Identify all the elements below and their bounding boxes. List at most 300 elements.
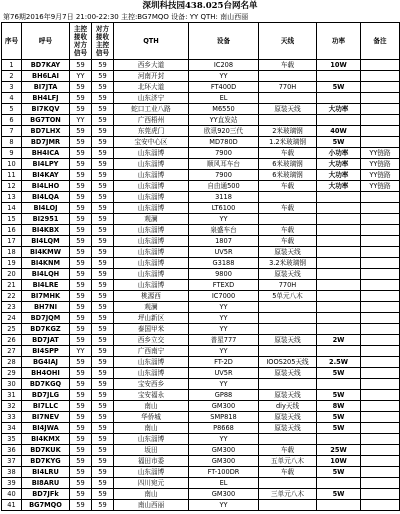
main-signal-cell: 59: [70, 412, 92, 423]
power-cell: 8W: [317, 401, 361, 412]
antenna-cell: 车载: [259, 181, 317, 192]
row-number: 32: [2, 401, 22, 412]
table-row: [2, 170, 400, 181]
peer-signal-cell: 59: [92, 148, 114, 159]
peer-signal-cell: 59: [92, 82, 114, 93]
callsign-cell: BG4IAJ: [22, 357, 70, 368]
power-cell: 5W: [317, 390, 361, 401]
equipment-cell: YY: [189, 500, 259, 511]
row-number: 21: [2, 280, 22, 291]
antenna-cell: 车载: [259, 148, 317, 159]
remark-cell: [361, 478, 400, 489]
callsign-cell: BI4LPY: [22, 159, 70, 170]
equipment-cell: UV5R: [189, 247, 259, 258]
col-header-callsign: 呼号: [22, 23, 70, 60]
row-number: 41: [2, 500, 22, 511]
power-cell: [317, 379, 361, 390]
peer-signal-cell: 59: [92, 313, 114, 324]
qth-cell: 山东淄博: [114, 357, 189, 368]
peer-signal-cell: 59: [92, 115, 114, 126]
antenna-cell: IOOS205天线: [259, 357, 317, 368]
equipment-cell: 自由通500: [189, 181, 259, 192]
equipment-cell: FT-100DR: [189, 467, 259, 478]
equipment-cell: EL: [189, 93, 259, 104]
equipment-cell: FT-2D: [189, 357, 259, 368]
peer-signal-cell: 59: [92, 247, 114, 258]
table-row: [2, 159, 400, 170]
power-cell: 5W: [317, 137, 361, 148]
peer-signal-cell: 59: [92, 60, 114, 71]
row-number: 28: [2, 357, 22, 368]
power-cell: 10W: [317, 456, 361, 467]
power-cell: [317, 500, 361, 511]
antenna-cell: 五单元八木: [259, 456, 317, 467]
power-cell: [317, 313, 361, 324]
row-number: 8: [2, 137, 22, 148]
table-row: [2, 225, 400, 236]
row-number: 33: [2, 412, 22, 423]
table-row: [2, 269, 400, 280]
qth-cell: 泰国甲米: [114, 324, 189, 335]
power-cell: 10W: [317, 60, 361, 71]
row-number: 38: [2, 467, 22, 478]
qth-cell: 南山: [114, 423, 189, 434]
power-cell: [317, 302, 361, 313]
row-number: 5: [2, 104, 22, 115]
main-signal-cell: 59: [70, 214, 92, 225]
main-signal-cell: 59: [70, 137, 92, 148]
callsign-cell: BH6LAI: [22, 71, 70, 82]
power-cell: 2.5W: [317, 357, 361, 368]
equipment-cell: YY: [189, 313, 259, 324]
antenna-cell: 1.2米玻璃钢: [259, 137, 317, 148]
main-signal-cell: 59: [70, 445, 92, 456]
antenna-cell: [259, 214, 317, 225]
equipment-cell: YY: [189, 346, 259, 357]
remark-cell: [361, 269, 400, 280]
qth-cell: 山东淄博: [114, 192, 189, 203]
qth-cell: 山东淄博: [114, 258, 189, 269]
qth-cell: 山东淄博: [114, 368, 189, 379]
peer-signal-cell: 59: [92, 93, 114, 104]
equipment-cell: FT400D: [189, 82, 259, 93]
qth-cell: 北环大道: [114, 82, 189, 93]
remark-cell: [361, 93, 400, 104]
main-signal-cell: 59: [70, 379, 92, 390]
peer-signal-cell: 59: [92, 379, 114, 390]
row-number: 16: [2, 225, 22, 236]
power-cell: 大功率: [317, 170, 361, 181]
remark-cell: [361, 104, 400, 115]
remark-cell: [361, 247, 400, 258]
antenna-cell: [259, 71, 317, 82]
qth-cell: 山东淄博: [114, 225, 189, 236]
table-row: [2, 104, 400, 115]
qth-cell: 蛇口工业八路: [114, 104, 189, 115]
callsign-cell: BI7NEV: [22, 412, 70, 423]
peer-signal-cell: 59: [92, 302, 114, 313]
qth-cell: 山东淄博: [114, 203, 189, 214]
peer-signal-cell: 59: [92, 104, 114, 115]
peer-signal-cell: 59: [92, 137, 114, 148]
equipment-cell: 3118: [189, 192, 259, 203]
peer-signal-cell: 59: [92, 390, 114, 401]
callsign-cell: BI4JWA: [22, 423, 70, 434]
equipment-cell: P8668: [189, 423, 259, 434]
row-number: 12: [2, 181, 22, 192]
callsign-cell: BD7KAY: [22, 60, 70, 71]
main-signal-cell: 59: [70, 247, 92, 258]
power-cell: [317, 280, 361, 291]
table-row: [2, 467, 400, 478]
row-number: 22: [2, 291, 22, 302]
col-header-no: 序号: [2, 23, 22, 60]
row-number: 10: [2, 159, 22, 170]
main-signal-cell: 59: [70, 324, 92, 335]
power-cell: [317, 258, 361, 269]
equipment-cell: 顺风耳车台: [189, 159, 259, 170]
table-row: [2, 423, 400, 434]
main-signal-cell: 59: [70, 181, 92, 192]
qth-cell: 四川宛元: [114, 478, 189, 489]
remark-cell: YY链路: [361, 181, 400, 192]
peer-signal-cell: 59: [92, 203, 114, 214]
antenna-cell: 2米玻璃钢: [259, 126, 317, 137]
equipment-cell: YY: [189, 302, 259, 313]
qth-cell: 山东淄博: [114, 148, 189, 159]
equipment-cell: YY直发站: [189, 115, 259, 126]
equipment-cell: GM300: [189, 489, 259, 500]
power-cell: [317, 324, 361, 335]
equipment-cell: 泉盛车台: [189, 225, 259, 236]
equipment-cell: YY: [189, 214, 259, 225]
equipment-cell: 7900: [189, 170, 259, 181]
power-cell: 2W: [317, 335, 361, 346]
main-signal-cell: 59: [70, 60, 92, 71]
remark-cell: [361, 368, 400, 379]
qth-cell: 桃源西: [114, 291, 189, 302]
antenna-cell: 原装天线: [259, 269, 317, 280]
main-signal-cell: 59: [70, 148, 92, 159]
qth-cell: 山东淄博: [114, 247, 189, 258]
row-number: 24: [2, 313, 22, 324]
callsign-cell: BI4SPP: [22, 346, 70, 357]
antenna-cell: [259, 324, 317, 335]
equipment-cell: YY: [189, 434, 259, 445]
remark-cell: [361, 82, 400, 93]
row-number: 20: [2, 269, 22, 280]
antenna-cell: [259, 478, 317, 489]
remark-cell: [361, 445, 400, 456]
antenna-cell: 三单元八木: [259, 489, 317, 500]
table-row: [2, 478, 400, 489]
power-cell: [317, 434, 361, 445]
col-header-remark: 备注: [361, 23, 400, 60]
power-cell: [317, 93, 361, 104]
antenna-cell: 3.2米玻璃钢: [259, 258, 317, 269]
row-number: 6: [2, 115, 22, 126]
qth-cell: 山东淄博: [114, 280, 189, 291]
qth-cell: 观澜: [114, 302, 189, 313]
qth-cell: 南山: [114, 401, 189, 412]
callsign-cell: BG7TON: [22, 115, 70, 126]
antenna-cell: 5单元八木: [259, 291, 317, 302]
peer-signal-cell: 59: [92, 445, 114, 456]
peer-signal-cell: 59: [92, 478, 114, 489]
power-cell: 大功率: [317, 159, 361, 170]
callsign-cell: BI8ARU: [22, 478, 70, 489]
table-row: [2, 489, 400, 500]
remark-cell: [361, 434, 400, 445]
equipment-cell: 7900: [189, 148, 259, 159]
remark-cell: [361, 225, 400, 236]
qth-cell: 东莞虎门: [114, 126, 189, 137]
equipment-cell: YY: [189, 324, 259, 335]
callsign-cell: BI7JTA: [22, 82, 70, 93]
qth-cell: 福田市委: [114, 456, 189, 467]
remark-cell: [361, 137, 400, 148]
callsign-cell: BI4KMW: [22, 247, 70, 258]
remark-cell: [361, 214, 400, 225]
table-row: [2, 401, 400, 412]
main-signal-cell: 59: [70, 291, 92, 302]
callsign-cell: BI4LOJ: [22, 203, 70, 214]
power-cell: [317, 236, 361, 247]
main-signal-cell: 59: [70, 423, 92, 434]
remark-cell: [361, 489, 400, 500]
row-number: 11: [2, 170, 22, 181]
power-cell: [317, 291, 361, 302]
table-row: [2, 357, 400, 368]
peer-signal-cell: 59: [92, 181, 114, 192]
power-cell: 大功率: [317, 104, 361, 115]
table-row: [2, 82, 400, 93]
main-signal-cell: 59: [70, 93, 92, 104]
antenna-cell: [259, 500, 317, 511]
power-cell: 5W: [317, 82, 361, 93]
antenna-cell: 770H: [259, 280, 317, 291]
main-signal-cell: 59: [70, 258, 92, 269]
qth-cell: 观澜: [114, 214, 189, 225]
qth-cell: 山东淄博: [114, 181, 189, 192]
qth-cell: 华侨城: [114, 412, 189, 423]
main-signal-cell: 59: [70, 313, 92, 324]
peer-signal-cell: 59: [92, 368, 114, 379]
peer-signal-cell: 59: [92, 280, 114, 291]
table-row: [2, 115, 400, 126]
antenna-cell: [259, 93, 317, 104]
qth-cell: 宝安福永: [114, 390, 189, 401]
main-signal-cell: 59: [70, 335, 92, 346]
remark-cell: [361, 357, 400, 368]
col-header-antenna: 天线: [259, 23, 317, 60]
qth-cell: 广西梧州: [114, 115, 189, 126]
remark-cell: [361, 467, 400, 478]
antenna-cell: 原装天线: [259, 423, 317, 434]
qth-cell: 山东淄博: [114, 269, 189, 280]
power-cell: [317, 247, 361, 258]
remark-cell: [361, 456, 400, 467]
remark-cell: [361, 390, 400, 401]
remark-cell: [361, 500, 400, 511]
row-number: 18: [2, 247, 22, 258]
power-cell: 5W: [317, 423, 361, 434]
table-header-row: [2, 23, 400, 60]
antenna-cell: [259, 192, 317, 203]
main-signal-cell: 59: [70, 159, 92, 170]
main-signal-cell: 59: [70, 390, 92, 401]
main-signal-cell: 59: [70, 456, 92, 467]
remark-cell: [361, 412, 400, 423]
callsign-cell: BD7JLG: [22, 390, 70, 401]
callsign-cell: BI4KMX: [22, 434, 70, 445]
main-signal-cell: 59: [70, 368, 92, 379]
callsign-cell: BI7MHK: [22, 291, 70, 302]
main-signal-cell: YY: [70, 346, 92, 357]
remark-cell: YY链路: [361, 159, 400, 170]
power-cell: 5W: [317, 489, 361, 500]
peer-signal-cell: 59: [92, 434, 114, 445]
antenna-cell: 原装天线: [259, 335, 317, 346]
remark-cell: [361, 192, 400, 203]
peer-signal-cell: 59: [92, 71, 114, 82]
remark-cell: [361, 60, 400, 71]
qth-cell: 山东济宁: [114, 93, 189, 104]
row-number: 39: [2, 478, 22, 489]
power-cell: 小功率: [317, 148, 361, 159]
equipment-cell: GM300: [189, 401, 259, 412]
peer-signal-cell: 59: [92, 467, 114, 478]
peer-signal-cell: 59: [92, 291, 114, 302]
peer-signal-cell: 59: [92, 346, 114, 357]
main-signal-cell: 59: [70, 126, 92, 137]
remark-cell: [361, 258, 400, 269]
row-number: 17: [2, 236, 22, 247]
row-number: 35: [2, 434, 22, 445]
table-row: [2, 93, 400, 104]
callsign-cell: BI7LLC: [22, 401, 70, 412]
row-number: 25: [2, 324, 22, 335]
main-signal-cell: 59: [70, 269, 92, 280]
main-signal-cell: 59: [70, 170, 92, 181]
qth-cell: 广西南宁: [114, 346, 189, 357]
power-cell: [317, 192, 361, 203]
main-signal-cell: 59: [70, 489, 92, 500]
antenna-cell: [259, 115, 317, 126]
peer-signal-cell: 59: [92, 159, 114, 170]
row-number: 26: [2, 335, 22, 346]
peer-signal-cell: 59: [92, 269, 114, 280]
antenna-cell: 原装天线: [259, 368, 317, 379]
qth-cell: 山东淄博: [114, 467, 189, 478]
callsign-cell: BD7JAT: [22, 335, 70, 346]
remark-cell: [361, 291, 400, 302]
qth-cell: 南山西丽: [114, 500, 189, 511]
equipment-cell: 普星777: [189, 335, 259, 346]
table-row: [2, 291, 400, 302]
row-number: 37: [2, 456, 22, 467]
equipment-cell: YY: [189, 379, 259, 390]
main-signal-cell: 59: [70, 82, 92, 93]
row-number: 30: [2, 379, 22, 390]
row-number: 9: [2, 148, 22, 159]
callsign-cell: BD7JFk: [22, 489, 70, 500]
peer-signal-cell: 59: [92, 412, 114, 423]
antenna-cell: 车载: [259, 467, 317, 478]
remark-cell: YY链路: [361, 148, 400, 159]
antenna-cell: 车载: [259, 236, 317, 247]
table-row: [2, 247, 400, 258]
equipment-cell: GM300: [189, 456, 259, 467]
peer-signal-cell: 59: [92, 500, 114, 511]
row-number: 34: [2, 423, 22, 434]
equipment-cell: GP88: [189, 390, 259, 401]
main-signal-cell: 59: [70, 280, 92, 291]
callsign-cell: BI4LRE: [22, 280, 70, 291]
power-cell: 5W: [317, 467, 361, 478]
main-signal-cell: 59: [70, 225, 92, 236]
remark-cell: [361, 71, 400, 82]
row-number: 14: [2, 203, 22, 214]
power-cell: [317, 346, 361, 357]
equipment-cell: M6550: [189, 104, 259, 115]
remark-cell: [361, 313, 400, 324]
table-row: [2, 368, 400, 379]
equipment-cell: FTEXD: [189, 280, 259, 291]
antenna-cell: 6米玻璃钢: [259, 170, 317, 181]
col-header-qth: QTH: [114, 23, 189, 60]
qth-cell: 山东淄博: [114, 434, 189, 445]
session-info: 第76期2016年9月7日 21:00-22:30 主控:BG7MQO 设备: YY QTH: 南山西丽: [3, 13, 249, 21]
qth-cell: 山东淄博: [114, 159, 189, 170]
qth-cell: 宝安西乡: [114, 379, 189, 390]
equipment-cell: MD780D: [189, 137, 259, 148]
antenna-cell: 原装天线: [259, 412, 317, 423]
remark-cell: YY链路: [361, 170, 400, 181]
qth-cell: 山东淄博: [114, 236, 189, 247]
table-row: [2, 203, 400, 214]
equipment-cell: GM300: [189, 445, 259, 456]
antenna-cell: [259, 379, 317, 390]
power-cell: [317, 214, 361, 225]
col-header-equipment: 设备: [189, 23, 259, 60]
callsign-cell: BI4LRU: [22, 467, 70, 478]
peer-signal-cell: 59: [92, 401, 114, 412]
callsign-cell: BI7KQV: [22, 104, 70, 115]
table-row: [2, 71, 400, 82]
main-signal-cell: 59: [70, 357, 92, 368]
main-signal-cell: YY: [70, 71, 92, 82]
equipment-cell: YY: [189, 71, 259, 82]
table-row: [2, 445, 400, 456]
peer-signal-cell: 59: [92, 335, 114, 346]
qth-cell: 河南开封: [114, 71, 189, 82]
equipment-cell: IC7000: [189, 291, 259, 302]
table-row: [2, 236, 400, 247]
row-number: 29: [2, 368, 22, 379]
table-row: [2, 258, 400, 269]
main-signal-cell: 59: [70, 500, 92, 511]
power-cell: 5W: [317, 368, 361, 379]
equipment-cell: UV5R: [189, 368, 259, 379]
peer-signal-cell: 59: [92, 258, 114, 269]
table-row: [2, 379, 400, 390]
peer-signal-cell: 59: [92, 126, 114, 137]
col-header-peer-signal: 对方接收主控信号: [92, 23, 114, 60]
table-row: [2, 192, 400, 203]
main-signal-cell: 59: [70, 236, 92, 247]
remark-cell: [361, 423, 400, 434]
